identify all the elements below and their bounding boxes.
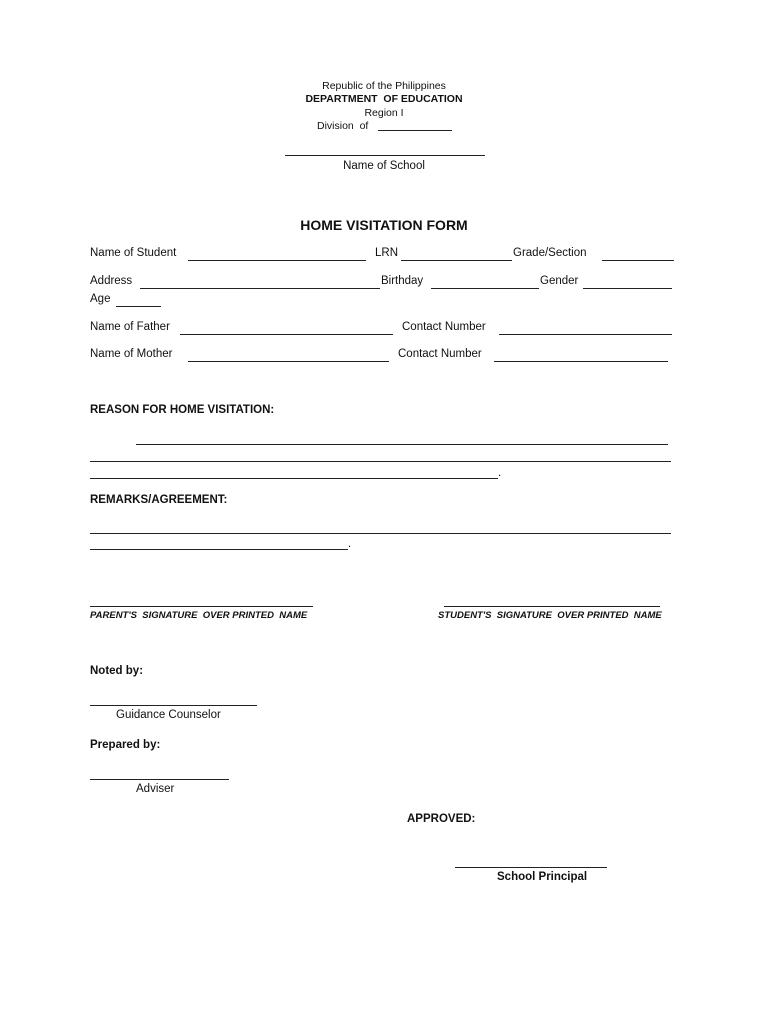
reason-line-2	[90, 461, 671, 462]
student-signature-caption: STUDENT'S SIGNATURE OVER PRINTED NAME	[438, 610, 662, 621]
remarks-line-2	[90, 549, 348, 550]
label-age: Age	[90, 293, 111, 305]
school-principal-line	[455, 867, 607, 868]
header-region: Region I	[364, 107, 404, 119]
remarks-line-1	[90, 533, 671, 534]
remarks-period: .	[348, 538, 352, 550]
blank-contact-number-mother	[494, 361, 668, 362]
guidance-counselor-caption: Guidance Counselor	[116, 709, 221, 721]
blank-contact-number-father	[499, 334, 672, 335]
label-birthday: Birthday	[381, 275, 424, 287]
school-name-caption: Name of School	[343, 160, 425, 172]
label-name-of-mother: Name of Mother	[90, 348, 173, 360]
guidance-counselor-line	[90, 705, 257, 706]
prepared-by-label: Prepared by:	[90, 739, 161, 751]
approved-label: APPROVED:	[407, 813, 476, 825]
header-department: DEPARTMENT OF EDUCATION	[305, 93, 463, 105]
blank-name-of-mother	[188, 361, 389, 362]
header-republic: Republic of the Philippines	[322, 80, 446, 92]
school-name-blank	[285, 155, 485, 156]
blank-lrn	[401, 260, 512, 261]
blank-gender	[583, 288, 672, 289]
blank-address	[140, 288, 380, 289]
remarks-heading: REMARKS/AGREEMENT:	[90, 494, 228, 506]
blank-birthday	[431, 288, 539, 289]
division-blank	[378, 130, 452, 131]
student-signature-line	[444, 606, 660, 607]
blank-name-of-father	[180, 334, 393, 335]
reason-period: .	[498, 467, 502, 479]
label-lrn: LRN	[375, 247, 399, 259]
reason-line-3	[90, 478, 498, 479]
label-gender: Gender	[540, 275, 579, 287]
label-name-of-father: Name of Father	[90, 321, 170, 333]
noted-by-label: Noted by:	[90, 665, 144, 677]
school-principal-caption: School Principal	[497, 871, 588, 883]
label-name-of-student: Name of Student	[90, 247, 177, 259]
blank-name-of-student	[188, 260, 366, 261]
reason-heading: REASON FOR HOME VISITATION:	[90, 404, 275, 416]
form-title: HOME VISITATION FORM	[300, 217, 468, 233]
reason-line-1	[136, 444, 668, 445]
adviser-line	[90, 779, 229, 780]
adviser-caption: Adviser	[136, 783, 175, 795]
parent-signature-line	[90, 606, 313, 607]
header-division-label: Division of	[317, 120, 369, 132]
label-contact-number-mother: Contact Number	[398, 348, 482, 360]
blank-age	[116, 306, 161, 307]
label-address: Address	[90, 275, 133, 287]
parent-signature-caption: PARENT'S SIGNATURE OVER PRINTED NAME	[90, 610, 308, 621]
label-grade-section: Grade/Section	[513, 247, 587, 259]
label-contact-number-father: Contact Number	[402, 321, 486, 333]
blank-grade-section	[602, 260, 674, 261]
